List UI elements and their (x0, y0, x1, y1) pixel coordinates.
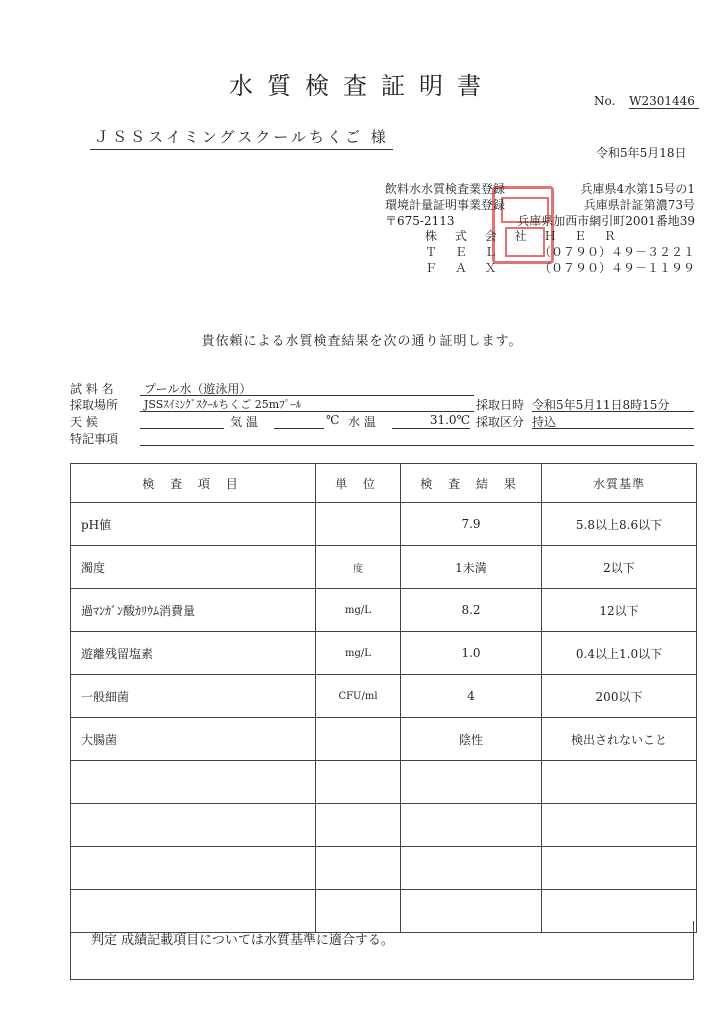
postal-code: 〒675-2113 (385, 213, 455, 228)
test-result: 陰性 (401, 718, 542, 761)
registration-1-label: 飲料水水質検査業登録 (385, 182, 506, 196)
test-result (401, 804, 542, 847)
test-result: 1.0 (401, 632, 542, 675)
test-item (71, 804, 316, 847)
registration-2-value: 兵庫県計証第濃73号 (583, 197, 695, 212)
sampling-datetime: 令和5年5月11日8時15分 (532, 396, 694, 412)
test-unit: mg/L (316, 589, 401, 632)
test-standard: 検出されないこと (542, 718, 697, 761)
test-unit: mg/L (316, 632, 401, 675)
registration-1-value: 兵庫県4水第15号の1 (580, 182, 695, 196)
table-row (71, 675, 697, 718)
table-row (71, 503, 697, 546)
header-unit: 単 位 (316, 464, 401, 503)
air-temp-label: 気 温 (230, 415, 258, 429)
table-row (71, 761, 697, 804)
fax-number: （０７９０）４９－１１９９ (538, 260, 695, 275)
test-result: 4 (401, 675, 542, 718)
test-standard: 0.4以上1.0以下 (542, 632, 697, 675)
weather (140, 413, 224, 429)
sampling-method: 持込 (532, 413, 694, 429)
certification-statement: 貴依頼による水質検査結果を次の通り証明します。 (201, 334, 523, 349)
issuer-block (385, 182, 695, 277)
sample-name: プール水（遊泳用） (140, 380, 474, 396)
remarks-label: 特記事項 (70, 432, 119, 446)
table-row (71, 546, 697, 589)
test-unit (316, 804, 401, 847)
fax-label: Ｆ Ａ Ｘ (425, 260, 504, 275)
sample-name-label: 試 料 名 (70, 382, 114, 396)
test-result (401, 847, 542, 890)
test-item: pH値 (71, 503, 316, 546)
tel-label: Ｔ Ｅ Ｌ (425, 245, 504, 260)
test-item (71, 847, 316, 890)
test-result (401, 761, 542, 804)
table-row (71, 632, 697, 675)
results-table-header (71, 464, 697, 503)
table-row (71, 847, 697, 890)
results-table (70, 463, 697, 933)
verdict-box (70, 921, 694, 980)
test-item: 過ﾏﾝｶﾞﾝ酸ｶﾘｳﾑ消費量 (71, 589, 316, 632)
test-standard: 2以下 (542, 546, 697, 589)
table-row (71, 589, 697, 632)
document-number (594, 94, 699, 109)
test-standard: 12以下 (542, 589, 697, 632)
header-standard: 水質基準 (542, 464, 697, 503)
addressee: ＪＳＳスイミングスクールちくご 様 (90, 126, 393, 150)
sampling-site-label: 採取場所 (70, 398, 119, 412)
weather-label: 天 候 (70, 415, 98, 429)
test-standard (542, 761, 697, 804)
test-unit (316, 761, 401, 804)
remarks (140, 430, 694, 446)
test-unit (316, 718, 401, 761)
test-result: 1未満 (401, 546, 542, 589)
sampling-site: JSSｽｲﾐﾝｸﾞｽｸｰﾙちくご 25mﾌﾟｰﾙ (140, 396, 474, 412)
test-item: 大腸菌 (71, 718, 316, 761)
verdict-text: 判定 成績記載項目については水質基準に適合する。 (91, 933, 394, 948)
test-standard: 200以下 (542, 675, 697, 718)
document-number-value: W2301446 (629, 94, 699, 109)
document-number-label: No. (594, 94, 616, 108)
tel-number: （０７９０）４９－３２２１ (538, 245, 695, 260)
water-temp-label: 水 温 (348, 415, 376, 429)
issuer-address: 兵庫県加西市網引町2001番地39 (517, 213, 695, 228)
company-name: 株 式 会 社 Ｈ Ｅ Ｒ (425, 229, 623, 244)
test-unit: CFU/ml (316, 675, 401, 718)
test-standard: 5.8以上8.6以下 (542, 503, 697, 546)
air-temp (274, 413, 324, 429)
test-result: 8.2 (401, 589, 542, 632)
table-row (71, 718, 697, 761)
test-unit (316, 847, 401, 890)
document-title: 水質検査証明書 (229, 72, 495, 100)
test-unit (316, 503, 401, 546)
header-item: 検 査 項 目 (71, 464, 316, 503)
registration-2-label: 環境計量証明事業登録 (385, 197, 506, 212)
issue-date: 令和5年5月18日 (596, 146, 687, 160)
sampling-datetime-label: 採取日時 (476, 398, 525, 412)
test-standard (542, 847, 697, 890)
table-row (71, 804, 697, 847)
test-standard (542, 804, 697, 847)
test-unit: 度 (316, 546, 401, 589)
header-result: 検 査 結 果 (401, 464, 542, 503)
test-item: 遊離残留塩素 (71, 632, 316, 675)
test-item: 濁度 (71, 546, 316, 589)
air-temp-unit: ℃ (326, 413, 340, 427)
test-item (71, 761, 316, 804)
test-result: 7.9 (401, 503, 542, 546)
test-item: 一般細菌 (71, 675, 316, 718)
water-temp: 31.0℃ (392, 413, 470, 429)
sampling-method-label: 採取区分 (476, 415, 525, 429)
